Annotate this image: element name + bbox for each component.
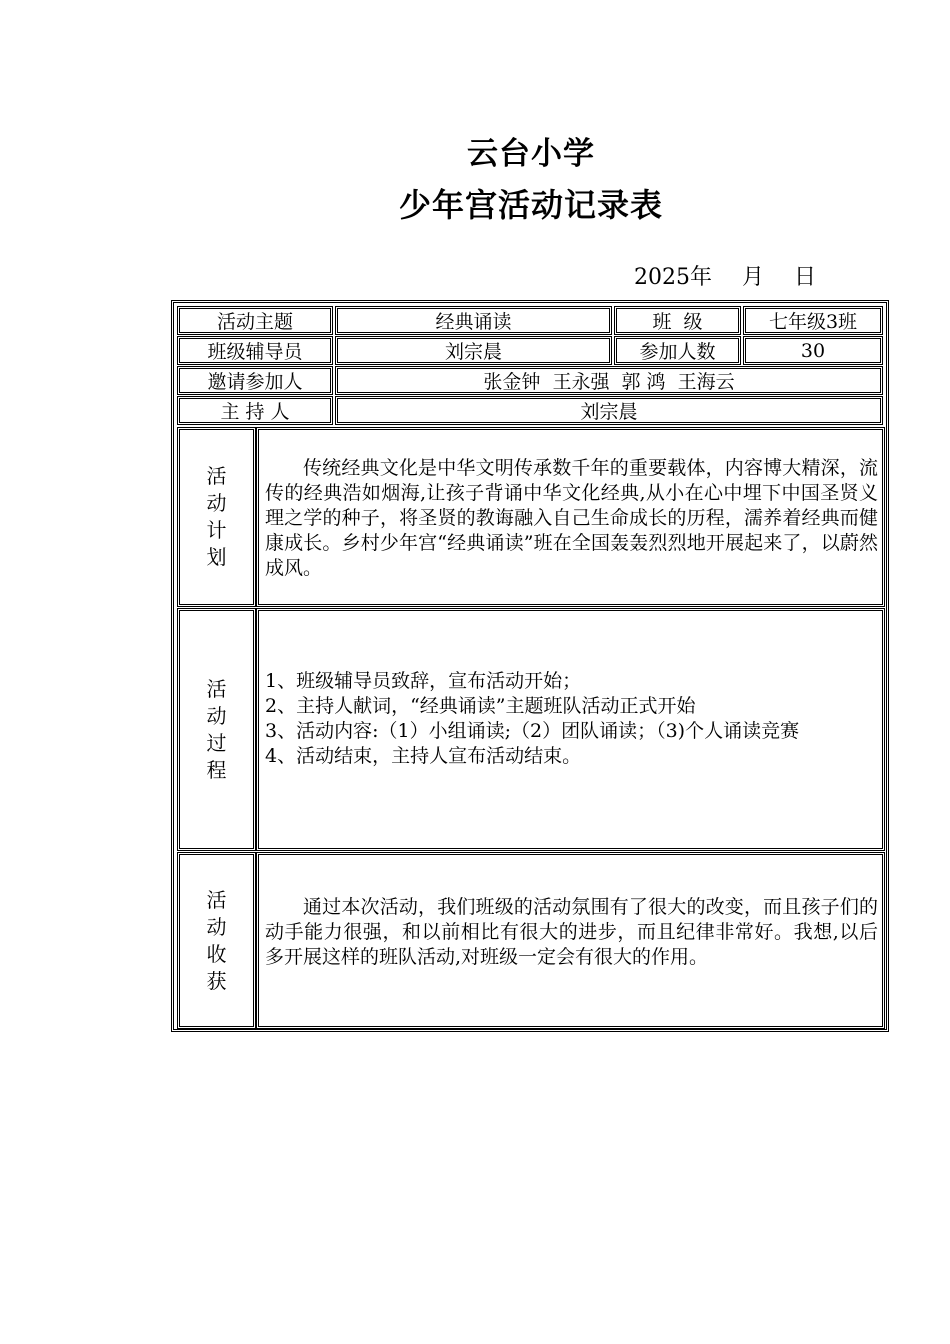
host-value: 刘宗晨 <box>335 396 883 425</box>
host-label: 主 持 人 <box>177 396 333 425</box>
process-line: 3、活动内容:（1）小组诵读;（2）团队诵读；（3)个人诵读竞赛 <box>265 720 800 742</box>
process-line: 2、主持人献词，“经典诵读”主题班队活动正式开始 <box>265 695 696 717</box>
counselor-label: 班级辅导员 <box>177 336 333 365</box>
invited-label: 邀请参加人 <box>177 366 333 395</box>
date-year: 2025年 <box>634 265 712 290</box>
process-line: 1、班级辅导员致辞，宣布活动开始； <box>265 670 582 692</box>
harvest-label-cell <box>177 852 256 1029</box>
process-content <box>256 608 885 851</box>
counselor-value: 刘宗晨 <box>335 336 612 365</box>
school-title: 云台小学 <box>467 136 595 172</box>
theme-label: 活动主题 <box>177 306 333 335</box>
theme-value: 经典诵读 <box>335 306 612 335</box>
harvest-content <box>256 852 885 1029</box>
class-label: 班 级 <box>614 306 741 335</box>
process-label-cell <box>177 608 256 851</box>
plan-label: 活动计划 <box>206 464 227 569</box>
plan-content <box>256 427 885 607</box>
invited-value: 张金钟 王永强 郭 鸿 王海云 <box>335 366 883 395</box>
date-day-label: 日 <box>794 265 817 290</box>
process-line: 4、活动结束，主持人宣布活动结束。 <box>265 745 582 767</box>
harvest-label: 活动收获 <box>206 887 227 993</box>
date-line <box>634 260 816 291</box>
participants-value: 30 <box>743 336 883 365</box>
participants-label: 参加人数 <box>614 336 741 365</box>
plan-label-cell <box>177 427 256 607</box>
harvest-text: 通过本次活动，我们班级的活动氛围有了很大的改变，而且孩子们的动手能力很强，和以前相比有很大的进步，而且纪律非常好。我想,以后多开展这样的班队活动,对班级一定会有很大的作用。 <box>265 896 878 968</box>
process-label: 活动过程 <box>206 676 227 782</box>
date-month-label: 月 <box>742 265 765 290</box>
plan-text: 传统经典文化是中华文明传承数千年的重要载体，内容博大精深，流传的经典浩如烟海,让孩子背诵中华文化经典,从小在心中埋下中国圣贤义理之学的种子，将圣贤的教诲融入自己生命成长的历程，濡养着经典而健康成长。乡村少年宫“经典诵读”班在全国轰轰烈烈地开展起来了，以蔚然成风。 <box>265 457 878 579</box>
record-table <box>171 300 889 1032</box>
class-value: 七年级3班 <box>743 306 883 335</box>
form-title: 少年宫活动记录表 <box>398 186 663 224</box>
